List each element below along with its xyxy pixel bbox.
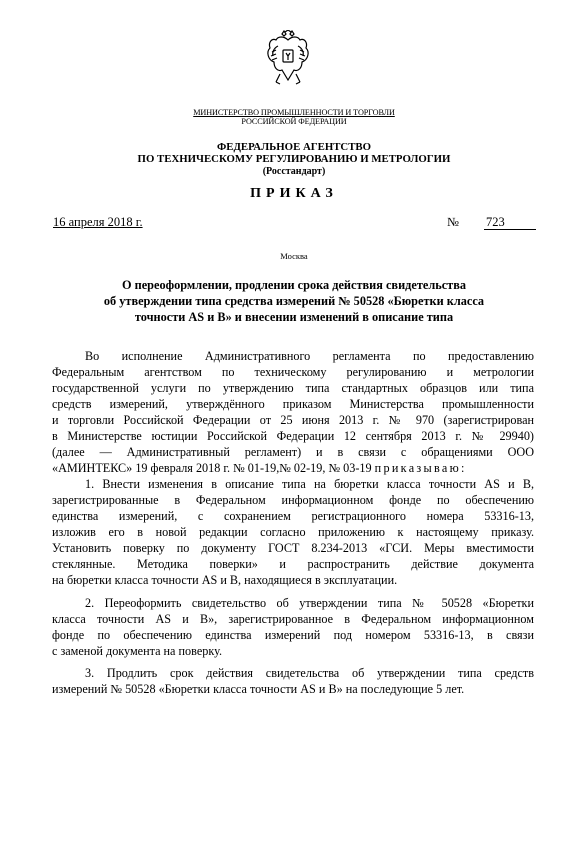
agency-name-line1: ФЕДЕРАЛЬНОЕ АГЕНТСТВО [216, 141, 372, 153]
russian-coat-of-arms-icon [264, 30, 312, 86]
city: Москва [280, 251, 308, 261]
request-reference: «АМИНТЕКС» 19 февраля 2018 г. № 01-19,№ 02-19, № 03-19 [52, 461, 372, 475]
ministry-name-line1: МИНИСТЕРСТВО ПРОМЫШЛЕННОСТИ И ТОРГОВЛИ [193, 108, 395, 117]
subject-line: об утверждении типа средства измерений № 50528 «Бюретки класса [103, 294, 485, 308]
paragraph-line: 1. Внести изменения в описание типа на бюретки класса точности AS и B, [85, 477, 534, 491]
paragraph-line: в Министерстве юстиции Российской Федерации 12 сентября 2013 г. № 29940) [52, 429, 534, 443]
paragraph-line: Установить поверку по документу ГОСТ 8.234-2013 «ГСИ. Меры вместимости [52, 541, 534, 555]
paragraph-line: Федеральным агентством по техническому регулированию и метрологии [52, 365, 534, 379]
paragraph-line: средств измерений, утверждённого приказом Министерства промышленности [52, 397, 534, 411]
document-title: ПРИКАЗ [250, 186, 338, 201]
paragraph-line [52, 461, 534, 476]
paragraph-line: Во исполнение Административного регламента по предоставлению [85, 349, 534, 363]
order-number: 723 [484, 215, 536, 230]
paragraph-line: измерений № 50528 «Бюретки класса точности AS и B» на последующие 5 лет. [52, 682, 465, 696]
paragraph-line: и торговли Российской Федерации от 25 июня 2013 г. № 970 (зарегистрирован [52, 413, 534, 427]
paragraph-line: 3. Продлить срок действия свидетельства об утверждении типа средств [85, 666, 534, 680]
order-number-label: № [447, 215, 459, 229]
order-keyword: приказываю: [374, 461, 467, 475]
paragraph-line: фонде по обеспечению единства измерений под номером 53316-13, в связи [52, 628, 534, 642]
paragraph-line: единства измерений, с сохранением регистрационного номера 53316-13, [52, 509, 534, 523]
agency-name-line2: ПО ТЕХНИЧЕСКОМУ РЕГУЛИРОВАНИЮ И МЕТРОЛОГИИ [137, 153, 451, 165]
ministry-name-line2: РОССИЙСКОЙ ФЕДЕРАЦИИ [241, 117, 347, 126]
paragraph-line: (далее — Административный регламент) и в связи с обращениями ООО [52, 445, 534, 459]
paragraph-line: изложив его в новой редакции согласно приложению к настоящему приказу. [52, 525, 534, 539]
order-date: 16 апреля 2018 г. [53, 215, 143, 229]
agency-name-line3: (Росстандарт) [262, 166, 326, 177]
paragraph-line: на бюретки класса точности AS и B, находящиеся в эксплуатации. [52, 573, 398, 587]
paragraph-line: 2. Переоформить свидетельство об утверждении типа № 50528 «Бюретки [85, 596, 534, 610]
subject-line: точности AS и B» и внесении изменений в описание типа [134, 310, 454, 324]
subject-line: О переоформлении, продлении срока действия свидетельства [121, 278, 467, 292]
paragraph-line: с заменой документа на поверку. [52, 644, 222, 658]
paragraph-line: государственной услуги по утверждению типа стандартных образцов или типа [52, 381, 534, 395]
paragraph-line: стеклянные. Методика поверки» и распространить действие документа [52, 557, 534, 571]
paragraph-line: зарегистрированные в Федеральном информационном фонде по обеспечению [52, 493, 534, 507]
paragraph-line: класса точности AS и B», зарегистрированное в Федеральном информационном [52, 612, 534, 626]
